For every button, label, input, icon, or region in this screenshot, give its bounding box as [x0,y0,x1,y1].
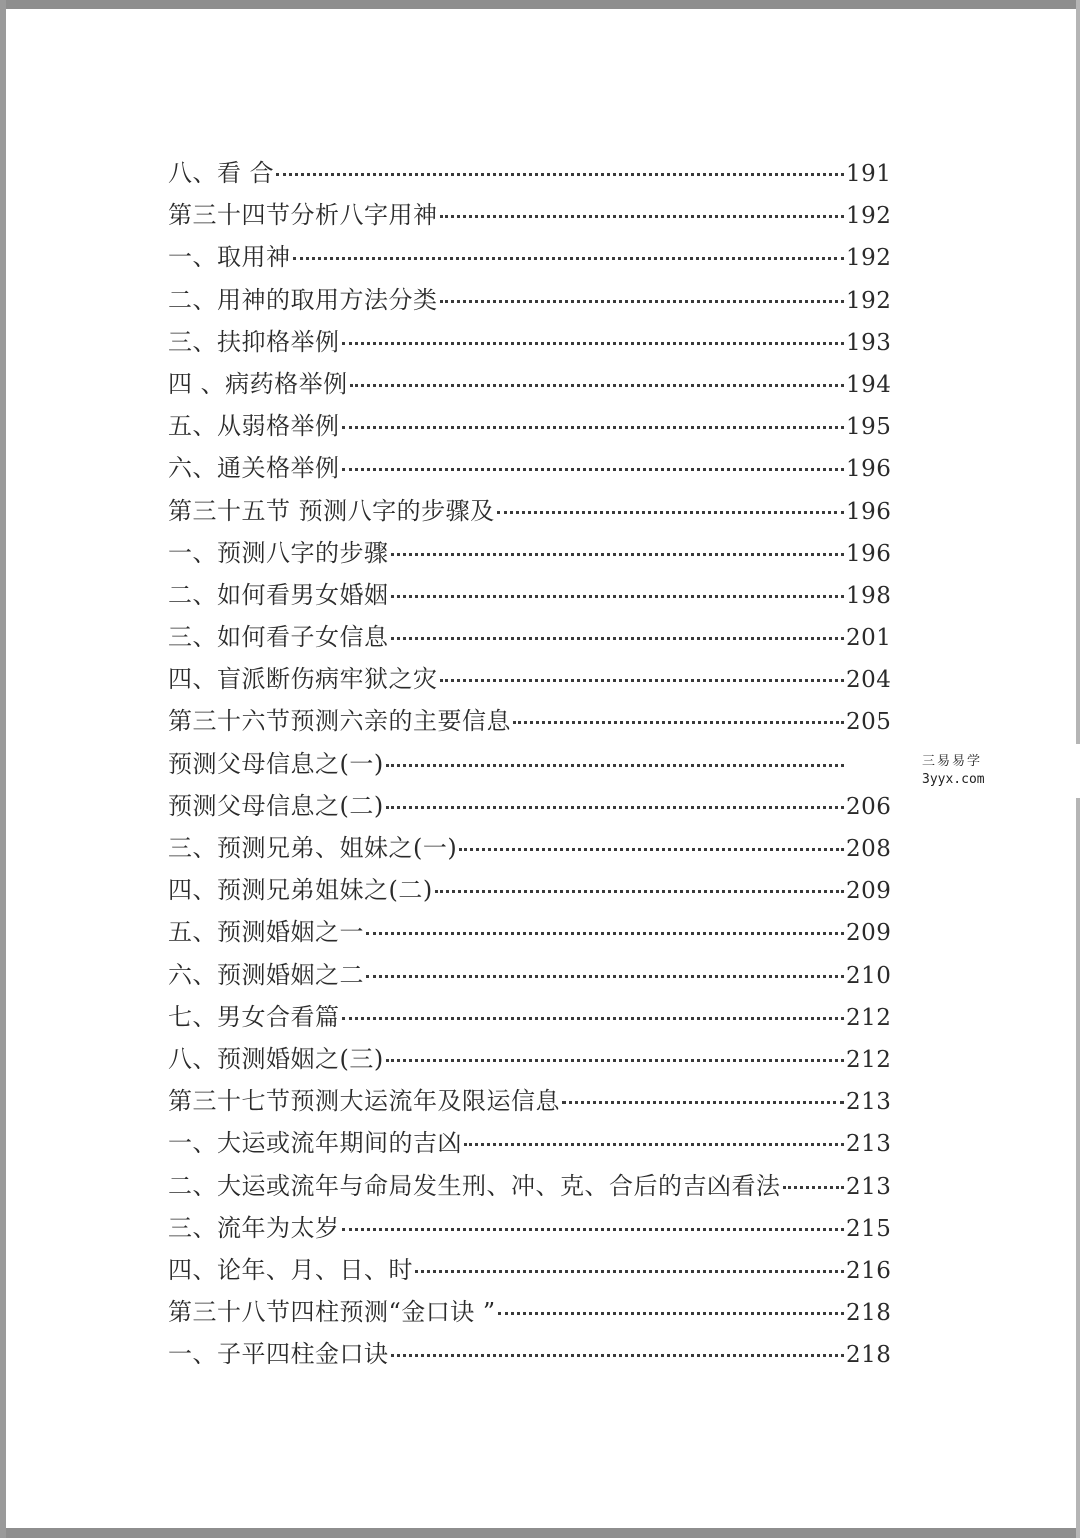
toc-entry [168,532,890,574]
toc-entry-title: 预测父母信息之(一) [168,749,384,778]
toc-entry [168,785,890,827]
toc-entry-title: 一、大运或流年期间的吉凶 [168,1129,462,1158]
toc-entry-title: 第三十四节分析八字用神 [168,201,438,230]
toc-entry-title: 第三十七节预测大运流年及限运信息 [168,1087,560,1116]
toc-entry-title: 八、预测婚姻之(三) [168,1044,384,1073]
toc-dot-leader [342,467,845,471]
toc-entry-title: 二、大运或流年与命局发生刑、冲、克、合后的吉凶看法 [168,1171,781,1200]
toc-dot-leader [391,1353,845,1357]
toc-entry-page-number: 210 [846,962,892,989]
toc-entry-page-number: 195 [846,414,892,441]
toc-entry [168,321,890,363]
scan-border-bottom [0,1528,1080,1538]
table-of-contents [168,152,890,1375]
toc-entry [168,996,890,1038]
toc-entry [168,1207,890,1249]
toc-entry [168,869,890,911]
toc-dot-leader [435,889,844,893]
toc-entry [168,447,890,489]
toc-entry-page-number: 218 [846,1342,892,1369]
toc-dot-leader [366,931,844,935]
toc-entry-page-number: 192 [846,245,892,272]
toc-entry-title: 第三十八节四柱预测“金口诀 ” [168,1298,496,1327]
toc-entry [168,236,890,278]
toc-entry [168,700,890,742]
toc-dot-leader [440,678,845,682]
toc-entry-title: 一、取用神 [168,243,291,272]
toc-entry [168,827,890,869]
toc-entry [168,490,890,532]
toc-entry-page-number: 213 [846,1173,892,1200]
toc-entry-page-number: 215 [846,1215,892,1242]
toc-entry-title: 三、流年为太岁 [168,1213,340,1242]
toc-dot-leader [497,510,844,514]
toc-entry-page-number: 209 [846,878,892,905]
toc-entry-title: 三、预测兄弟、姐妹之(一) [168,834,458,862]
toc-entry [168,1291,890,1333]
toc-dot-leader [415,1269,844,1273]
toc-entry-page-number: 209 [846,920,892,947]
toc-entry-title: 四、预测兄弟姐妹之(二) [168,876,433,905]
toc-entry [168,1080,890,1122]
toc-dot-leader [342,1227,845,1231]
toc-entry-title: 四、盲派断伤病牢狱之灾 [168,665,438,694]
toc-entry-page-number: 204 [846,667,892,694]
scan-border-top [0,0,1080,9]
toc-dot-leader [498,1311,844,1315]
watermark-url: 3yyx.com [922,772,985,787]
toc-entry-title: 五、从弱格举例 [168,412,340,441]
toc-entry-page-number: 213 [846,1131,892,1158]
toc-entry-page-number: 205 [846,709,892,736]
scan-border-left [0,0,6,1538]
toc-entry [168,1249,890,1291]
toc-dot-leader [276,172,844,176]
toc-entry-title: 二、如何看男女婚姻 [168,580,389,609]
toc-entry-title: 一、预测八字的步骤 [168,538,389,567]
toc-entry-page-number: 201 [846,625,892,652]
toc-dot-leader [386,1058,844,1062]
toc-entry [168,954,890,996]
toc-dot-leader [342,1016,845,1020]
toc-entry-title: 六、预测婚姻之二 [168,960,364,989]
toc-entry-title: 第三十五节 预测八字的步骤及 [168,496,495,525]
toc-entry-title: 七、男女合看篇 [168,1002,340,1031]
toc-entry-page-number: 212 [846,1046,892,1073]
toc-entry-title: 五、预测婚姻之一 [168,918,364,947]
toc-dot-leader [386,763,844,767]
toc-entry-page-number: 212 [846,1004,892,1031]
toc-entry-page-number: 196 [846,456,892,483]
toc-dot-leader [783,1185,845,1189]
toc-dot-leader [440,214,845,218]
toc-entry [168,363,890,405]
toc-entry [168,743,890,785]
toc-entry [168,1038,890,1080]
toc-entry-title: 第三十六节预测六亲的主要信息 [168,707,511,736]
toc-entry-page-number: 216 [846,1257,892,1284]
toc-entry-title: 四 、病药格举例 [168,369,348,398]
toc-entry [168,194,890,236]
toc-entry-page-number: 196 [846,540,892,567]
toc-entry-page-number: 198 [846,582,892,609]
toc-dot-leader [391,552,845,556]
toc-entry-title: 二、用神的取用方法分类 [168,285,438,314]
toc-entry [168,658,890,700]
toc-entry [168,405,890,447]
toc-entry [168,279,890,321]
toc-entry-title: 三、扶抑格举例 [168,327,340,356]
toc-entry-page-number: 206 [846,793,892,820]
toc-dot-leader [342,341,845,345]
toc-entry [168,1333,890,1375]
toc-dot-leader [342,425,845,429]
toc-dot-leader [391,636,845,640]
toc-dot-leader [464,1142,844,1146]
toc-entry-title: 三、如何看子女信息 [168,623,389,652]
toc-dot-leader [350,383,844,387]
toc-entry-page-number: 208 [846,836,892,862]
toc-entry-title: 八、看 合 [168,159,275,187]
toc-entry [168,911,890,953]
toc-entry-title: 预测父母信息之(二) [168,791,384,820]
toc-entry-page-number: 218 [846,1300,892,1327]
toc-dot-leader [459,847,844,851]
toc-dot-leader [386,805,844,809]
toc-dot-leader [440,299,845,303]
toc-entry-page-number: 191 [846,161,892,187]
site-watermark [910,744,1080,798]
watermark-site-name: 三易易学 [922,754,983,769]
toc-entry [168,152,890,194]
toc-entry-page-number: 194 [846,371,892,398]
toc-entry-page-number: 192 [846,203,892,230]
toc-entry-page-number: 192 [846,287,892,314]
toc-entry-title: 一、子平四柱金口诀 [168,1340,389,1369]
toc-entry [168,574,890,616]
toc-entry [168,616,890,658]
toc-dot-leader [562,1100,844,1104]
toc-entry-title: 四、论年、月、日、时 [168,1255,413,1284]
toc-entry-page-number: 196 [846,498,892,525]
toc-entry [168,1122,890,1164]
toc-entry-page-number: 213 [846,1089,892,1116]
toc-entry-title: 六、通关格举例 [168,454,340,483]
toc-dot-leader [366,974,844,978]
toc-dot-leader [293,256,845,260]
toc-dot-leader [513,720,844,724]
toc-entry [168,1165,890,1207]
toc-dot-leader [391,594,845,598]
toc-entry-page-number: 193 [846,329,892,356]
